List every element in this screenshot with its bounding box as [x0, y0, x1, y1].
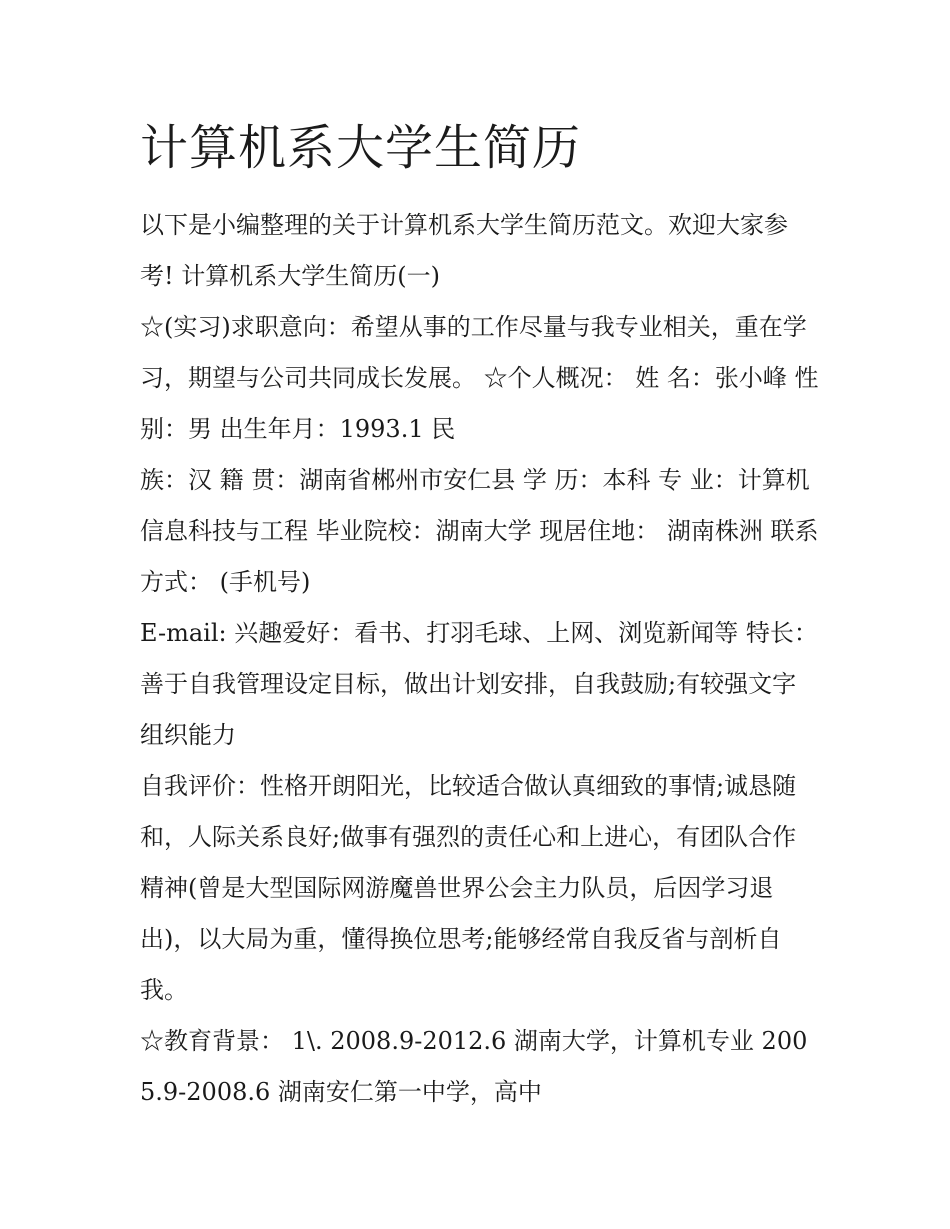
paragraph-intro: 以下是小编整理的关于计算机系大学生简历范文。欢迎大家参考! 计算机系大学生简历(一): [140, 211, 788, 290]
paragraph-education: ☆教育背景： 1\. 2008.9-2012.6 湖南大学，计算机专业 2005.9-2008.6 湖南安仁第一中学，高中: [140, 1027, 808, 1106]
document-page: [140, 112, 820, 1118]
paragraph-self-evaluation: 自我评价：性格开朗阳光，比较适合做认真细致的事情;诚恳随和，人际关系良好;做事有强烈的责任心和上进心，有团队合作精神(曾是大型国际网游魔兽世界公会主力队员，后因学习退出)，以大局为重，懂得换位思考;能够经常自我反省与剖析自我。: [140, 772, 797, 1004]
paragraph-personal-info: 族：汉 籍 贯：湖南省郴州市安仁县 学 历：本科 专 业：计算机信息科技与工程 毕业院校：湖南大学 现居住地： 湖南株洲 联系方式： (手机号): [140, 466, 819, 596]
paragraph-hobbies: E-mail: 兴趣爱好：看书、打羽毛球、上网、浏览新闻等 特长：善于自我管理设定目标，做出计划安排，自我鼓励;有较强文字组织能力: [140, 619, 818, 749]
document-title: 计算机系大学生简历: [140, 120, 582, 176]
paragraph-job-intention: ☆(实习)求职意向：希望从事的工作尽量与我专业相关，重在学习，期望与公司共同成长发展。 ☆个人概况： 姓 名：张小峰 性 别：男 出生年月：1993.1 民: [140, 313, 819, 443]
